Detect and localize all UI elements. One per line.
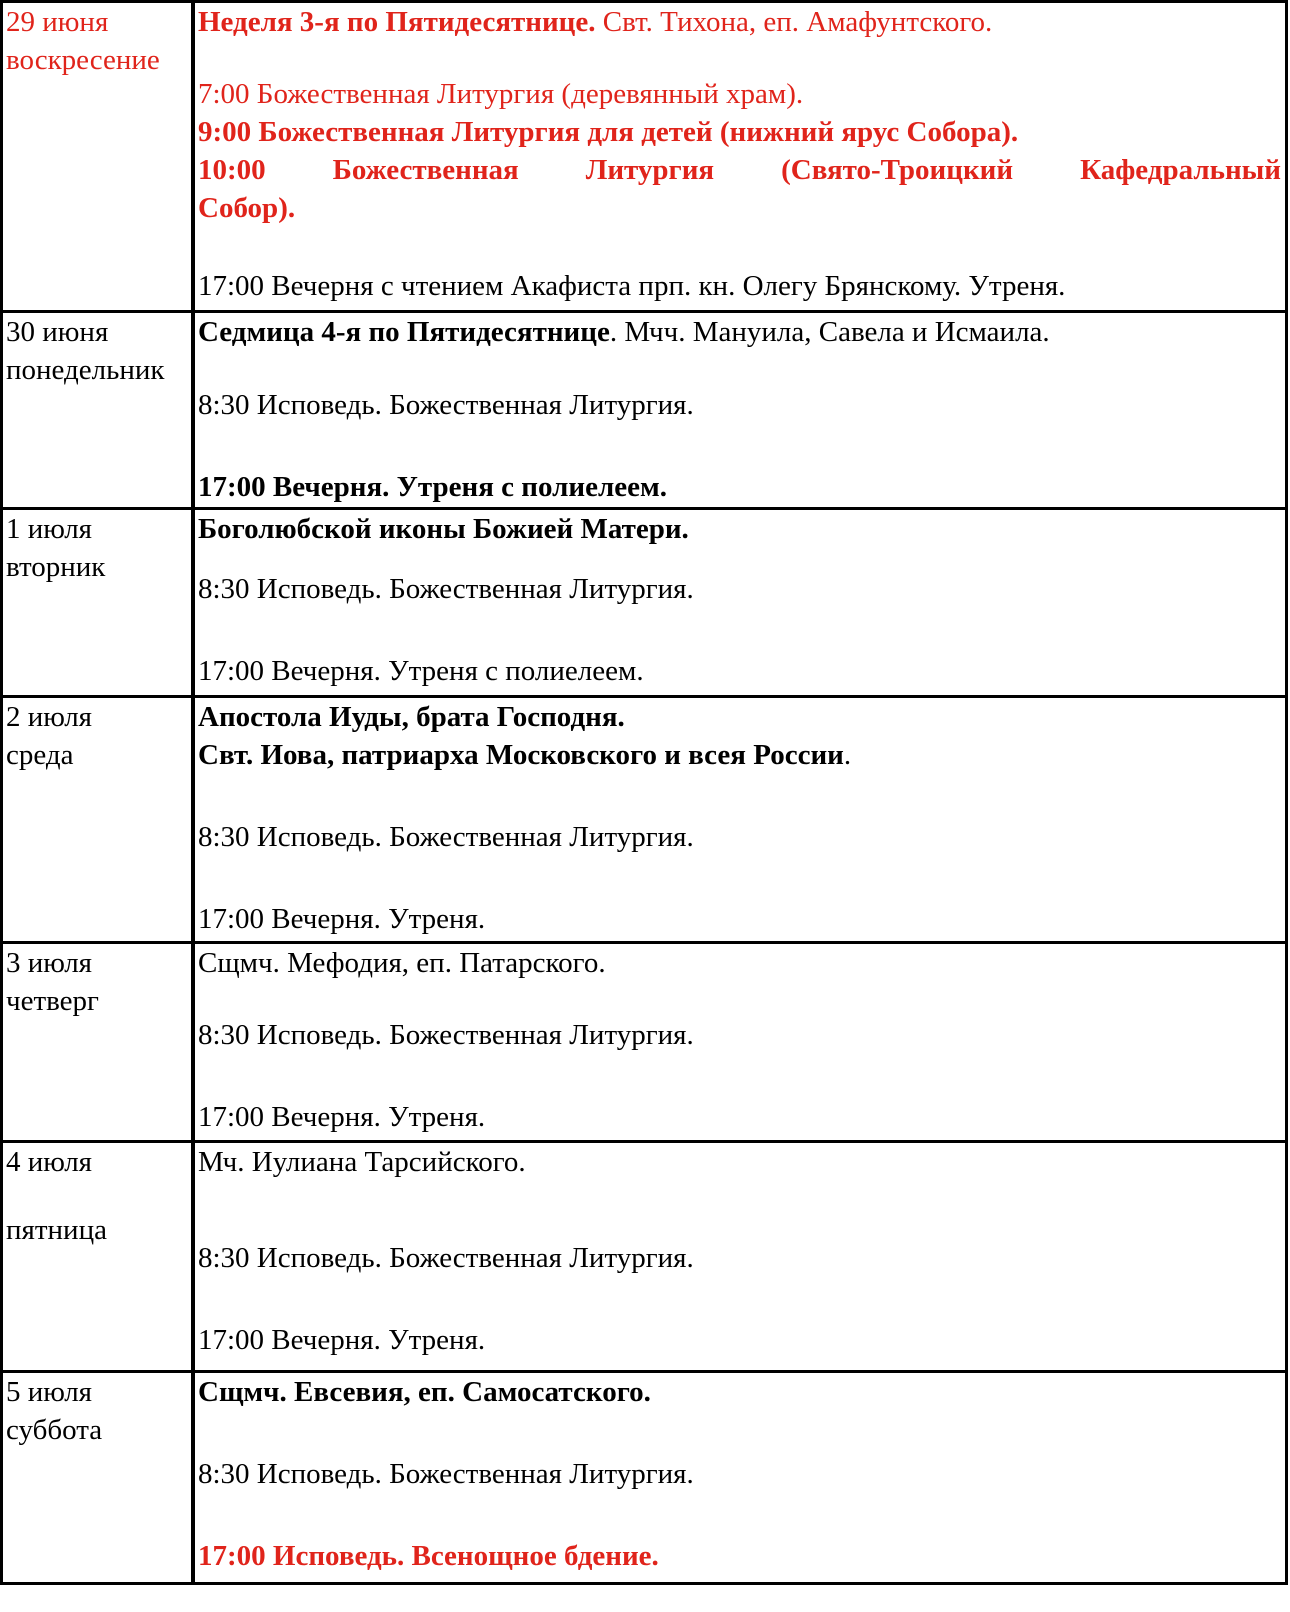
services-cell xyxy=(193,509,1287,697)
services-cell xyxy=(193,2,1287,312)
date: 30 июня xyxy=(6,316,109,348)
feast-title: Мч. Иулиана Тарсийского. xyxy=(198,1146,526,1178)
feast-title-bold: Неделя 3-я по Пятидесятнице. xyxy=(198,6,596,38)
schedule-row xyxy=(2,509,1287,697)
services-cell xyxy=(193,697,1287,943)
services-cell xyxy=(193,312,1287,509)
services-cell xyxy=(193,1372,1287,1584)
date-cell xyxy=(2,1142,194,1372)
schedule-row xyxy=(2,1142,1287,1372)
feast-title: Боголюбской иконы Божией Матери. xyxy=(198,513,689,545)
feast-title-2-bold: Свт. Иова, патриарха Московского и всея России xyxy=(198,739,844,771)
schedule-row xyxy=(2,697,1287,943)
feast-title-rest: Свт. Тихона, еп. Амафунтского. xyxy=(595,6,993,38)
evening-service: 17:00 Вечерня. Утреня. xyxy=(198,1101,486,1133)
evening-service: 17:00 Вечерня. Утреня с полиелеем. xyxy=(198,471,667,503)
feast-title-rest: . Мчч. Мануила, Савела и Исмаила. xyxy=(609,316,1050,348)
date-cell xyxy=(2,2,194,312)
feast-title: Сщмч. Евсевия, еп. Самосатского. xyxy=(198,1376,651,1408)
weekday: четверг xyxy=(6,985,99,1017)
weekday: воскресение xyxy=(6,44,160,76)
date-cell xyxy=(2,312,194,509)
morning-service: 8:30 Исповедь. Божественная Литургия. xyxy=(198,821,694,853)
evening-service: 17:00 Вечерня. Утреня. xyxy=(198,1324,486,1356)
service-line-cont: Собор). xyxy=(198,192,296,224)
service-line: 10:00 Божественная Литургия (Свято-Троицкий Кафедральный xyxy=(198,154,1281,186)
services-cell xyxy=(193,943,1287,1142)
date: 5 июля xyxy=(6,1376,93,1408)
schedule-row xyxy=(2,312,1287,509)
weekday: вторник xyxy=(6,551,106,583)
feast-title-2-rest: . xyxy=(843,739,852,771)
date: 29 июня xyxy=(6,6,109,38)
services-cell xyxy=(193,1142,1287,1372)
date: 3 июля xyxy=(6,947,93,979)
weekday: среда xyxy=(6,739,74,771)
weekday: пятница xyxy=(6,1214,107,1246)
schedule-row xyxy=(2,943,1287,1142)
date: 4 июля xyxy=(6,1146,93,1178)
date-cell xyxy=(2,697,194,943)
date: 1 июля xyxy=(6,513,93,545)
morning-service: 8:30 Исповедь. Божественная Литургия. xyxy=(198,1458,694,1490)
schedule-row xyxy=(2,1372,1287,1584)
schedule-row xyxy=(2,2,1287,312)
evening-service: 17:00 Вечерня с чтением Акафиста прп. кн. Олегу Брянскому. Утреня. xyxy=(198,270,1066,302)
date-cell xyxy=(2,509,194,697)
evening-service: 17:00 Вечерня. Утреня с полиелеем. xyxy=(198,655,644,687)
morning-service: 8:30 Исповедь. Божественная Литургия. xyxy=(198,1242,694,1274)
evening-service: 17:00 Вечерня. Утреня. xyxy=(198,903,486,935)
weekday: суббота xyxy=(6,1414,103,1446)
feast-title-2 xyxy=(195,736,1281,774)
date-cell xyxy=(2,1372,194,1584)
feast-title xyxy=(195,313,1281,351)
service-line: 7:00 Божественная Литургия (деревянный храм). xyxy=(198,78,804,110)
feast-title-bold: Седмица 4-я по Пятидесятнице xyxy=(198,316,610,348)
service-line: 9:00 Божественная Литургия для детей (нижний ярус Собора). xyxy=(198,116,1019,148)
morning-service: 8:30 Исповедь. Божественная Литургия. xyxy=(198,1019,694,1051)
morning-service: 8:30 Исповедь. Божественная Литургия. xyxy=(198,573,694,605)
date-cell xyxy=(2,943,194,1142)
feast-title: Апостола Иуды, брата Господня. xyxy=(198,701,625,733)
date: 2 июля xyxy=(6,701,93,733)
feast-title xyxy=(195,3,1281,41)
feast-title: Сщмч. Мефодия, еп. Патарского. xyxy=(198,947,606,979)
weekday: понедельник xyxy=(6,354,165,386)
evening-service: 17:00 Исповедь. Всенощное бдение. xyxy=(198,1540,659,1572)
morning-service: 8:30 Исповедь. Божественная Литургия. xyxy=(198,389,694,421)
